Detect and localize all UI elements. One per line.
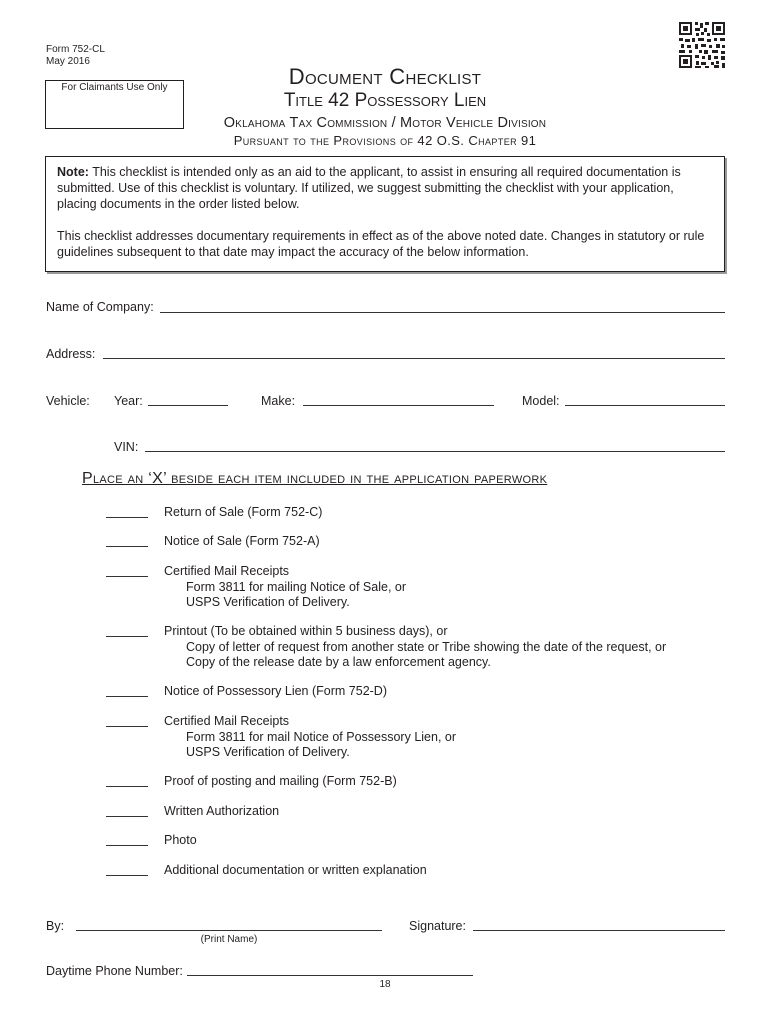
vin-field[interactable] (145, 451, 725, 452)
agency-name: Oklahoma Tax Commission / Motor Vehicle Division (223, 115, 547, 131)
item-label: Notice of Possessory Lien (Form 752-D) (164, 684, 387, 698)
check-blank[interactable] (106, 517, 148, 518)
check-blank[interactable] (106, 576, 148, 577)
note-paragraph-1 (57, 164, 715, 212)
checklist-heading: Place an ‘X’ beside each item included in the application paperwork (82, 470, 548, 487)
check-blank[interactable] (106, 845, 148, 846)
check-blank[interactable] (106, 786, 148, 787)
signature-label: Signature: (409, 919, 466, 933)
form-number: Form 752-CL (46, 44, 105, 55)
statute-reference: Pursuant to the Provisions of 42 O.S. Chapter 91 (233, 133, 537, 148)
phone-field[interactable] (187, 975, 473, 976)
company-label: Name of Company: (46, 300, 154, 314)
by-label: By: (46, 919, 65, 933)
year-label: Year: (114, 394, 143, 408)
qr-code-icon (678, 21, 726, 69)
vin-label: VIN: (114, 440, 139, 454)
model-field[interactable] (565, 405, 725, 406)
item-label: Proof of posting and mailing (Form 752-B) (164, 774, 397, 788)
note-box (45, 156, 725, 272)
vehicle-label: Vehicle: (46, 394, 90, 408)
address-label: Address: (46, 347, 96, 361)
item-sub-label: Copy of the release date by a law enforcement agency. (186, 655, 491, 669)
address-field[interactable] (103, 358, 725, 359)
page-title: Document Checklist (288, 64, 482, 89)
item-sub-label: USPS Verification of Delivery. (186, 745, 350, 759)
make-label: Make: (261, 394, 296, 408)
item-sub-label: Form 3811 for mailing Notice of Sale, or (186, 579, 407, 594)
phone-label: Daytime Phone Number: (46, 964, 183, 978)
make-field[interactable] (303, 405, 494, 406)
check-blank[interactable] (106, 816, 148, 817)
item-label: Certified Mail Receipts (164, 564, 290, 578)
model-label: Model: (522, 394, 560, 408)
item-sub-label: Copy of letter of request from another state or Tribe showing the date of the request, or (186, 639, 667, 654)
item-label: Certified Mail Receipts (164, 714, 290, 728)
check-blank[interactable] (106, 696, 148, 697)
note-label: Note: (57, 165, 89, 179)
item-label: Printout (To be obtained within 5 business days), or (164, 624, 448, 638)
print-name-field[interactable] (76, 930, 382, 931)
note-text-1: This checklist is intended only as an aid to the applicant, to assist in ensuring all required documentation is submitted. Use of this checklist is voluntary. If utilized, we suggest submitting the checklist with your application, placing documents in the order listed below. (57, 165, 681, 211)
check-blank[interactable] (106, 636, 148, 637)
item-label: Photo (164, 833, 197, 847)
item-sub-label: Form 3811 for mail Notice of Possessory Lien, or (186, 729, 457, 744)
item-label: Notice of Sale (Form 752-A) (164, 534, 320, 548)
item-label: Return of Sale (Form 752-C) (164, 505, 323, 519)
check-blank[interactable] (106, 875, 148, 876)
item-label: Written Authorization (164, 804, 280, 818)
item-sub-label: USPS Verification of Delivery. (186, 595, 350, 609)
page-number: 18 (379, 979, 391, 990)
note-paragraph-2: This checklist addresses documentary requirements in effect as of the above noted date. Changes in statutory or rule guidelines subsequent to that date may impact the accuracy of the below information. (57, 229, 705, 259)
page-subtitle: Title 42 Possessory Lien (283, 90, 487, 111)
check-blank[interactable] (106, 546, 148, 547)
check-blank[interactable] (106, 726, 148, 727)
item-label: Additional documentation or written explanation (164, 863, 427, 877)
form-date: May 2016 (46, 56, 90, 67)
signature-field[interactable] (473, 930, 725, 931)
company-field[interactable] (160, 312, 725, 313)
claimants-use-label: For Claimants Use Only (61, 82, 168, 93)
print-name-caption: (Print Name) (200, 934, 258, 945)
year-field[interactable] (148, 405, 228, 406)
